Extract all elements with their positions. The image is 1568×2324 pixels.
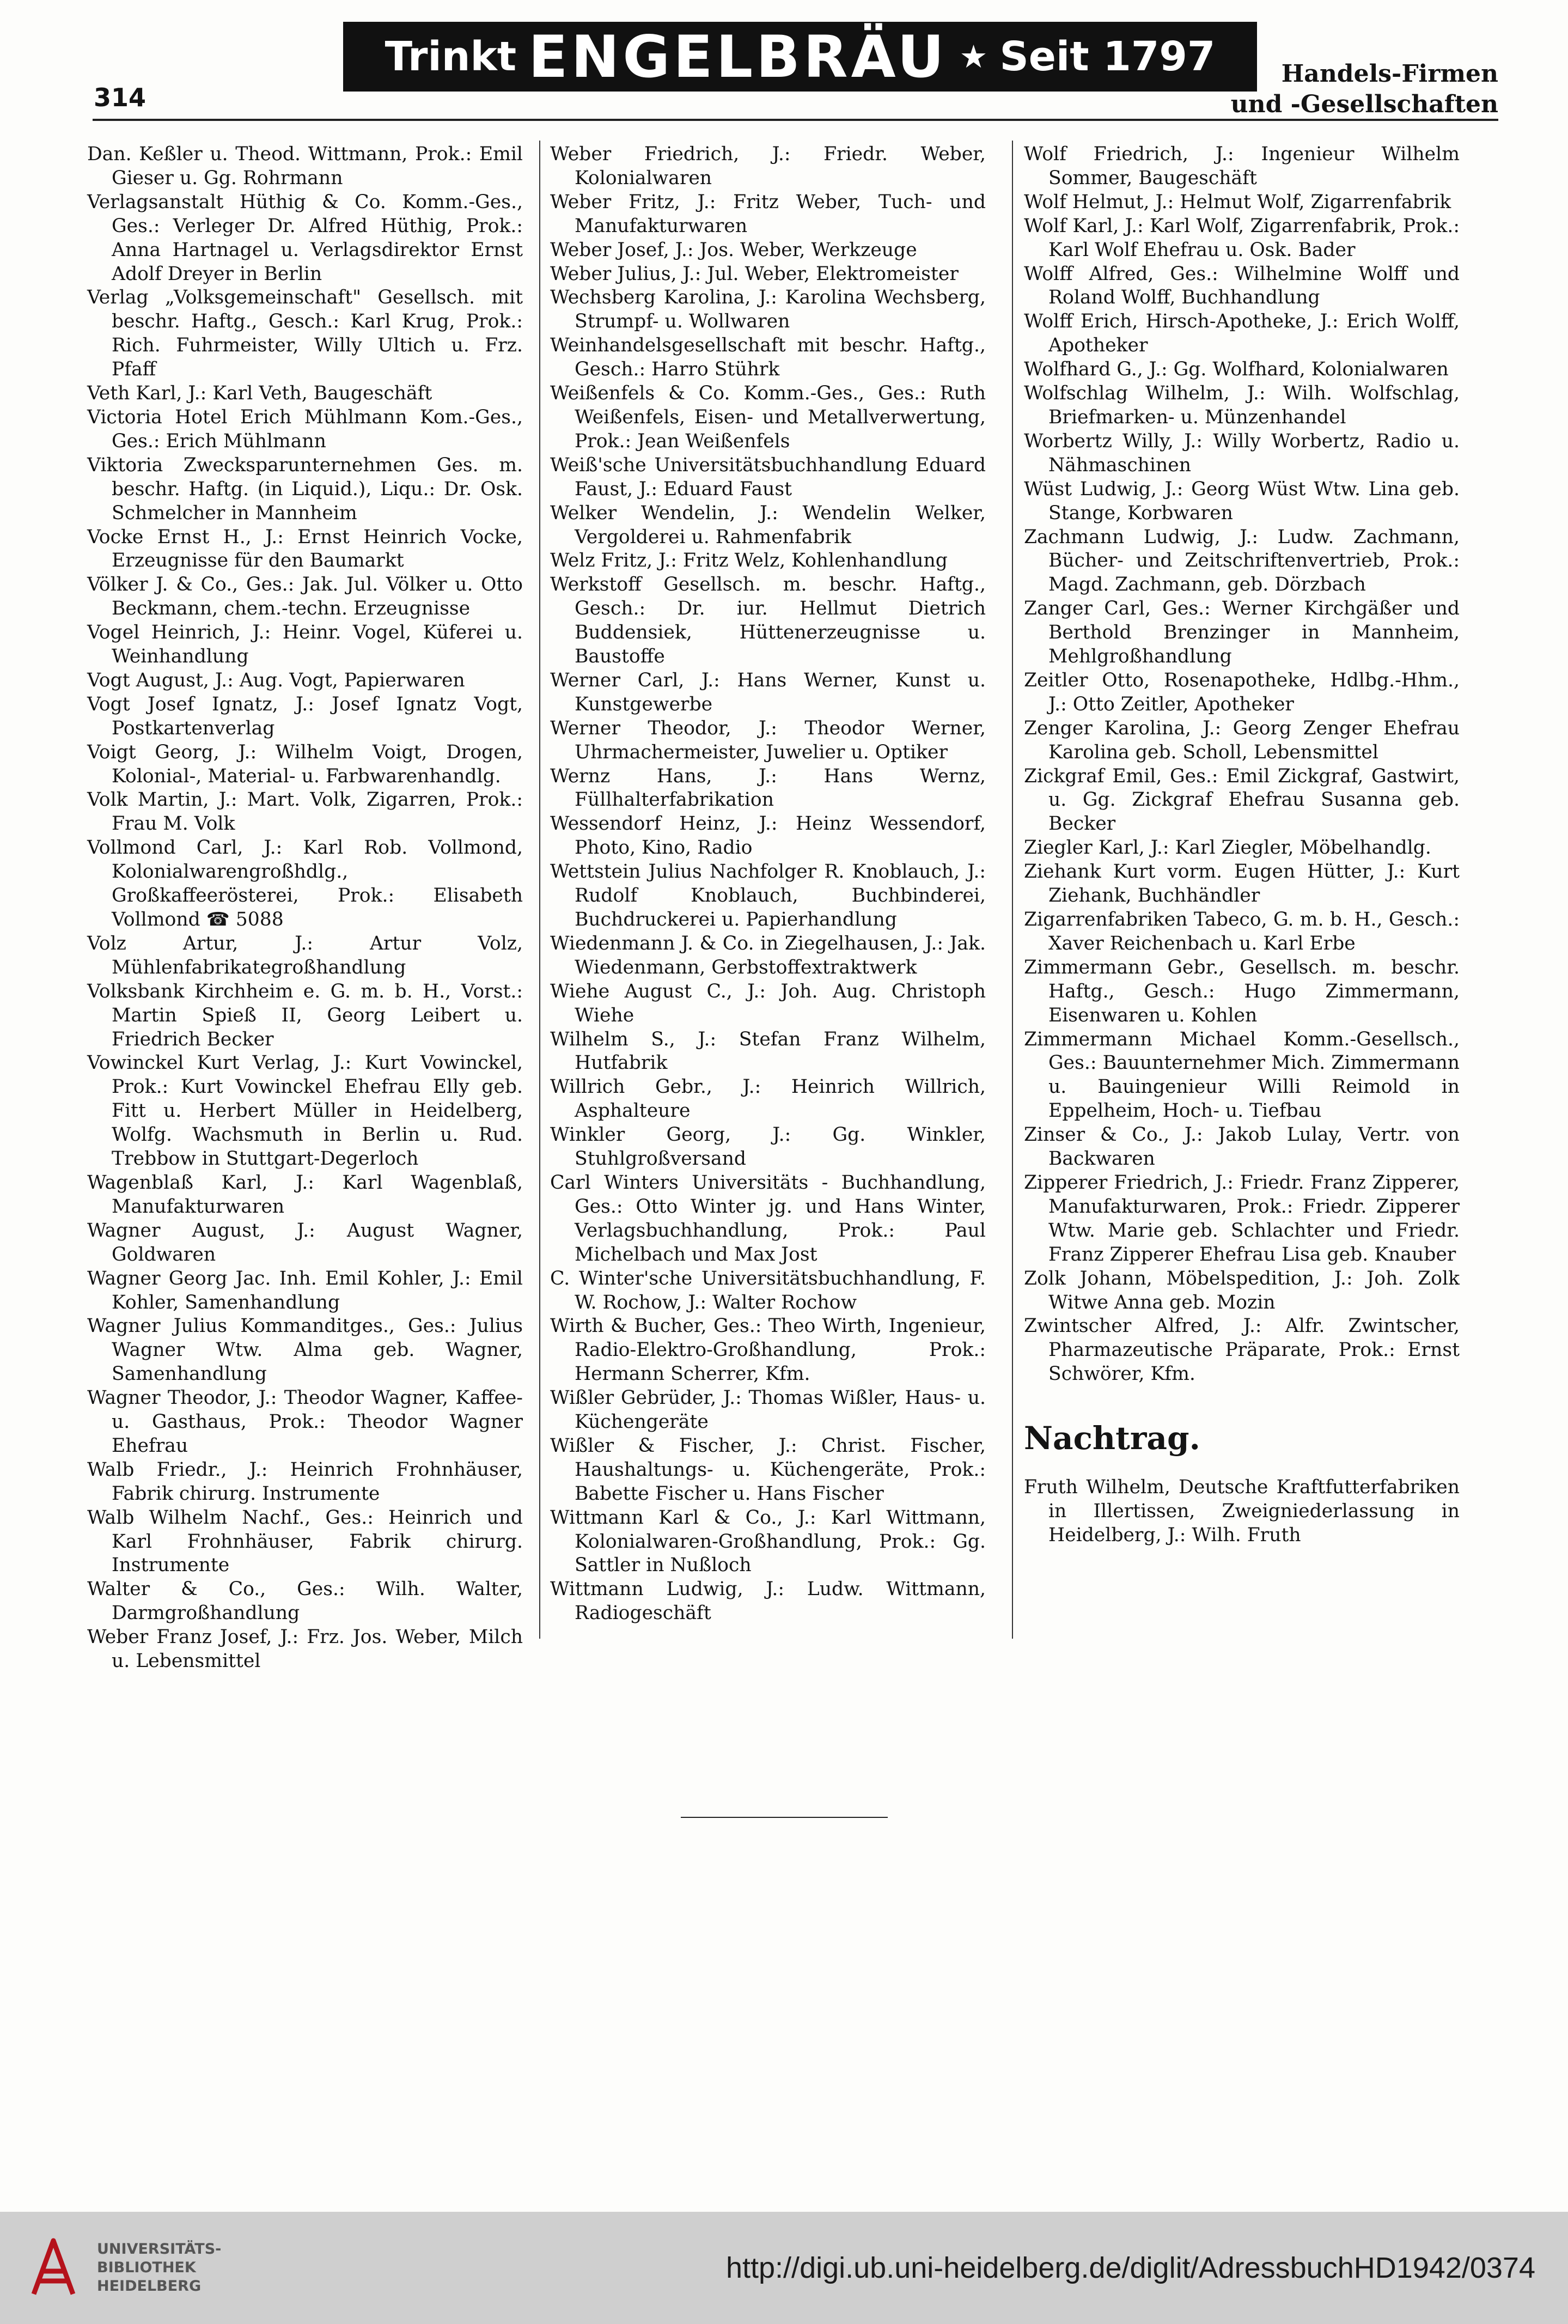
directory-entry: Walb Friedr., J.: Heinrich Frohnhäuser, Fabrik chirurg. Instrumente [87, 1458, 523, 1505]
directory-entry: Zigarrenfabriken Tabeco, G. m. b. H., Gesch.: Xaver Reichenbach u. Karl Erbe [1024, 909, 1460, 954]
directory-entry: Ziegler Karl, J.: Karl Ziegler, Möbelhandlg. [1024, 837, 1431, 859]
directory-entry: Ziehank Kurt vorm. Eugen Hütter, J.: Kurt Ziehank, Buchhändler [1024, 861, 1460, 907]
directory-entry: Werkstoff Gesellsch. m. beschr. Haftg., Gesch.: Dr. iur. Hellmut Dietrich Buddensiek, Hüttenerzeugnisse u. Baustoffe [550, 574, 986, 668]
directory-entry: C. Winter'sche Universitätsbuchhandlung, F. W. Rochow, J.: Walter Rochow [550, 1267, 986, 1313]
directory-entry: Veth Karl, J.: Karl Veth, Baugeschäft [87, 382, 432, 405]
directory-entry: Volk Martin, J.: Mart. Volk, Zigarren, Prok.: Frau M. Volk [87, 789, 523, 835]
directory-entry: Vowinckel Kurt Verlag, J.: Kurt Vowinckel, Prok.: Kurt Vowinckel Ehefrau Elly geb. Fitt u. Herbert Müller in Heidelberg, Wolfg. Wachsmuth in Berlin u. Rud. Trebbow in Stuttgart-Degerloch [87, 1052, 523, 1170]
directory-entry: Welz Fritz, J.: Fritz Welz, Kohlenhandlung [550, 550, 948, 572]
banner-text-since: Seit 1797 [999, 33, 1216, 80]
directory-entry: Weber Friedrich, J.: Friedr. Weber, Kolonialwaren [550, 143, 986, 189]
directory-entry: Wolfschlag Wilhelm, J.: Wilh. Wolfschlag, Briefmarken- u. Münzenhandel [1024, 382, 1460, 428]
directory-entry: Welker Wendelin, J.: Wendelin Welker, Vergolderei u. Rahmenfabrik [550, 502, 986, 548]
directory-entry: Wolf Karl, J.: Karl Wolf, Zigarrenfabrik, Prok.: Karl Wolf Ehefrau u. Osk. Bader [1024, 215, 1460, 261]
source-url-link[interactable]: http://digi.ub.uni-heidelberg.de/diglit/AdressbuchHD1942/0374 [725, 2252, 1535, 2284]
directory-entry: Wechsberg Karolina, J.: Karolina Wechsberg, Strumpf- u. Wollwaren [550, 287, 986, 333]
directory-entry: Werner Carl, J.: Hans Werner, Kunst u. Kunstgewerbe [550, 669, 986, 715]
library-name-line: HEIDELBERG [97, 2278, 202, 2295]
directory-entry: Verlag „Volksgemeinschaft" Gesellsch. mit beschr. Haftg., Gesch.: Karl Krug, Prok.: Rich. Fuhrmeister, Willy Ultich u. Frz. Pfaff [87, 287, 523, 381]
directory-entry: Weber Julius, J.: Jul. Weber, Elektromeister [550, 263, 959, 285]
column-3-entries [1024, 143, 1460, 1386]
directory-entry: Völker J. & Co., Ges.: Jak. Jul. Völker u. Otto Beckmann, chem.-techn. Erzeugnisse [87, 574, 523, 620]
directory-entry: Wittmann Karl & Co., J.: Karl Wittmann, Kolonialwaren-Großhandlung, Prok.: Gg. Sattler in Nußloch [550, 1506, 986, 1577]
directory-column-2 [550, 143, 986, 1626]
banner-text-brand: ENGELBRÄU [528, 23, 948, 90]
engelbraeu-ad-banner [343, 22, 1257, 92]
directory-entry: Weber Franz Josef, J.: Frz. Jos. Weber, Milch u. Lebensmittel [87, 1626, 523, 1672]
directory-entry: Volksbank Kirchheim e. G. m. b. H., Vorst.: Martin Spieß II, Georg Leibert u. Friedrich Becker [87, 980, 523, 1050]
directory-entry: Viktoria Zwecksparunternehmen Ges. m. beschr. Haftg. (in Liquid.), Liqu.: Dr. Osk. Schmelcher in Mannheim [87, 454, 523, 524]
directory-entry: Wagner Julius Kommanditges., Ges.: Julius Wagner Wtw. Alma geb. Wagner, Samenhandlung [87, 1315, 523, 1385]
directory-entry: Zeitler Otto, Rosenapotheke, Hdlbg.-Hhm., J.: Otto Zeitler, Apotheker [1024, 669, 1460, 715]
directory-entry: Weiß'sche Universitätsbuchhandlung Eduard Faust, J.: Eduard Faust [550, 454, 986, 500]
directory-entry: Wolff Erich, Hirsch-Apotheke, J.: Erich Wolff, Apotheker [1024, 311, 1460, 357]
directory-entry: Zwintscher Alfred, J.: Alfr. Zwintscher, Pharmazeutische Präparate, Prok.: Ernst Schwörer, Kfm. [1024, 1315, 1460, 1385]
directory-entry: Wißler Gebrüder, J.: Thomas Wißler, Haus- u. Küchengeräte [550, 1387, 986, 1433]
directory-entry: Vogt August, J.: Aug. Vogt, Papierwaren [87, 669, 465, 691]
directory-entry: Vocke Ernst H., J.: Ernst Heinrich Vocke, Erzeugnisse für den Baumarkt [87, 526, 523, 572]
nachtrag-entry: Fruth Wilhelm, Deutsche Kraftfutterfabriken in Illertissen, Zweigniederlassung in Heidelberg, J.: Wilh. Fruth [1024, 1476, 1460, 1546]
directory-entry: Zinser & Co., J.: Jakob Lulay, Vertr. von Backwaren [1024, 1124, 1460, 1170]
directory-entry: Willrich Gebr., J.: Heinrich Willrich, Asphalteure [550, 1076, 986, 1122]
directory-entry: Zickgraf Emil, Ges.: Emil Zickgraf, Gastwirt, u. Gg. Zickgraf Ehefrau Susanna geb. Becker [1024, 765, 1460, 835]
directory-entry: Zanger Carl, Ges.: Werner Kirchgäßer und Berthold Brenzinger in Mannheim, Mehlgroßhandlung [1024, 598, 1460, 668]
section-heading [1231, 59, 1498, 120]
directory-entry: Carl Winters Universitäts - Buchhandlung, Ges.: Otto Winter jg. und Hans Winter, Verlagsbuchhandlung, Prok.: Paul Michelbach und Max Jost [550, 1171, 986, 1266]
directory-entry: Weißenfels & Co. Komm.-Ges., Ges.: Ruth Weißenfels, Eisen- und Metallverwertung, Prok.: Jean Weißenfels [550, 382, 986, 452]
directory-entry: Weinhandelsgesellschaft mit beschr. Haftg., Gesch.: Harro Stührk [550, 334, 986, 381]
directory-entry: Weber Fritz, J.: Fritz Weber, Tuch- und Manufakturwaren [550, 191, 986, 237]
directory-entry: Vogt Josef Ignatz, J.: Josef Ignatz Vogt, Postkartenverlag [87, 693, 523, 739]
directory-entry: Zimmermann Gebr., Gesellsch. m. beschr. Haftg., Gesch.: Hugo Zimmermann, Eisenwaren u. Kohlen [1024, 956, 1460, 1026]
directory-entry: Dan. Keßler u. Theod. Wittmann, Prok.: Emil Gieser u. Gg. Rohrmann [87, 143, 523, 189]
directory-entry: Wessendorf Heinz, J.: Heinz Wessendorf, Photo, Kino, Radio [550, 813, 986, 859]
directory-entry: Wirth & Bucher, Ges.: Theo Wirth, Ingenieur, Radio-Elektro-Großhandlung, Prok.: Hermann Scherrer, Kfm. [550, 1315, 986, 1385]
directory-entry: Wagenblaß Karl, J.: Karl Wagenblaß, Manufakturwaren [87, 1171, 523, 1218]
directory-entry: Verlagsanstalt Hüthig & Co. Komm.-Ges., Ges.: Verleger Dr. Alfred Hüthig, Prok.: Anna Hartnagel u. Verlagsdirektor Ernst Adolf Dreyer in Berlin [87, 191, 523, 285]
directory-entry: Wagner Georg Jac. Inh. Emil Kohler, J.: Emil Kohler, Samenhandlung [87, 1267, 523, 1313]
directory-entry: Wolff Alfred, Ges.: Wilhelmine Wolff und Roland Wolff, Buchhandlung [1024, 263, 1460, 309]
banner-star-icon: ★ [959, 38, 988, 75]
directory-entry: Voigt Georg, J.: Wilhelm Voigt, Drogen, Kolonial-, Material- u. Farbwarenhandlg. [87, 741, 523, 787]
directory-entry: Wiehe August C., J.: Joh. Aug. Christoph Wiehe [550, 980, 986, 1026]
directory-entry: Zachmann Ludwig, J.: Ludw. Zachmann, Bücher- und Zeitschriftenvertrieb, Prok.: Magd. Zachmann, geb. Dörzbach [1024, 526, 1460, 596]
library-name-line: BIBLIOTHEK [97, 2259, 196, 2276]
section-heading-line2: und -Gesellschaften [1230, 90, 1498, 118]
directory-entry: Wagner August, J.: August Wagner, Goldwaren [87, 1219, 523, 1266]
library-name [97, 2240, 221, 2296]
directory-column-1 [87, 143, 523, 1674]
header-rule [93, 119, 1498, 121]
directory-entry: Wolfhard G., J.: Gg. Wolfhard, Kolonialwaren [1024, 358, 1449, 381]
library-logo[interactable] [26, 2237, 221, 2298]
column-divider [1012, 141, 1013, 1639]
directory-entry: Victoria Hotel Erich Mühlmann Kom.-Ges., Ges.: Erich Mühlmann [87, 406, 523, 452]
directory-entry: Wolf Helmut, J.: Helmut Wolf, Zigarrenfabrik [1024, 191, 1451, 213]
directory-entry: Winkler Georg, J.: Gg. Winkler, Stuhlgroßversand [550, 1124, 986, 1170]
directory-entry: Wettstein Julius Nachfolger R. Knoblauch, J.: Rudolf Knoblauch, Buchbinderei, Buchdruckerei u. Papierhandlung [550, 861, 986, 930]
directory-column-3 [1024, 143, 1460, 1548]
directory-entry: Vollmond Carl, J.: Karl Rob. Vollmond, Kolonialwarengroßhdlg., Großkaffeerösterei, Prok.: Elisabeth Vollmond ☎ 5088 [87, 837, 523, 930]
directory-entry: Zolk Johann, Möbelspedition, J.: Joh. Zolk Witwe Anna geb. Mozin [1024, 1267, 1460, 1313]
directory-entry: Vogel Heinrich, J.: Heinr. Vogel, Küferei u. Weinhandlung [87, 622, 523, 668]
university-library-logo-icon [26, 2237, 81, 2298]
page-number: 314 [94, 83, 147, 112]
directory-entry: Worbertz Willy, J.: Willy Worbertz, Radio u. Nähmaschinen [1024, 430, 1460, 476]
directory-entry: Wernz Hans, J.: Hans Wernz, Füllhalterfabrikation [550, 765, 986, 811]
directory-entry: Wolf Friedrich, J.: Ingenieur Wilhelm Sommer, Baugeschäft [1024, 143, 1460, 189]
library-footer [0, 2212, 1568, 2324]
library-name-line: UNIVERSITÄTS- [97, 2241, 222, 2258]
banner-text-trinkt: Trinkt [385, 33, 517, 80]
directory-entry: Zimmermann Michael Komm.-Gesellsch., Ges.: Bauunternehmer Mich. Zimmermann u. Bauingenieur Willi Reimold in Eppelheim, Hoch- u. Tiefbau [1024, 1028, 1460, 1122]
end-rule [681, 1817, 888, 1818]
directory-entry: Wittmann Ludwig, J.: Ludw. Wittmann, Radiogeschäft [550, 1578, 986, 1625]
nachtrag-heading: Nachtrag. [1024, 1420, 1200, 1457]
directory-entry: Walb Wilhelm Nachf., Ges.: Heinrich und Karl Frohnhäuser, Fabrik chirurg. Instrumente [87, 1506, 523, 1577]
column-divider [539, 141, 540, 1639]
directory-entry: Wiedenmann J. & Co. in Ziegelhausen, J.: Jak. Wiedenmann, Gerbstoffextraktwerk [550, 932, 986, 978]
directory-entry: Weber Josef, J.: Jos. Weber, Werkzeuge [550, 239, 917, 261]
directory-entry: Wagner Theodor, J.: Theodor Wagner, Kaffee- u. Gasthaus, Prok.: Theodor Wagner Ehefrau [87, 1387, 523, 1457]
directory-entry: Wißler & Fischer, J.: Christ. Fischer, Haushaltungs- u. Küchengeräte, Prok.: Babette Fischer u. Hans Fischer [550, 1434, 986, 1505]
directory-entry: Volz Artur, J.: Artur Volz, Mühlenfabrikategroßhandlung [87, 932, 523, 978]
directory-entry: Zenger Karolina, J.: Georg Zenger Ehefrau Karolina geb. Scholl, Lebensmittel [1024, 717, 1460, 763]
directory-entry: Wilhelm S., J.: Stefan Franz Wilhelm, Hutfabrik [550, 1028, 986, 1074]
section-heading-line1: Handels-Firmen [1281, 60, 1498, 88]
directory-entry: Zipperer Friedrich, J.: Friedr. Franz Zipperer, Manufakturwaren, Prok.: Friedr. Zipperer Wtw. Marie geb. Schlachter und Friedr. Franz Zipperer Ehefrau Lisa geb. Knauber [1024, 1171, 1460, 1266]
directory-entry: Werner Theodor, J.: Theodor Werner, Uhrmachermeister, Juwelier u. Optiker [550, 717, 986, 763]
directory-entry: Wüst Ludwig, J.: Georg Wüst Wtw. Lina geb. Stange, Korbwaren [1024, 478, 1460, 524]
directory-entry: Walter & Co., Ges.: Wilh. Walter, Darmgroßhandlung [87, 1578, 523, 1625]
